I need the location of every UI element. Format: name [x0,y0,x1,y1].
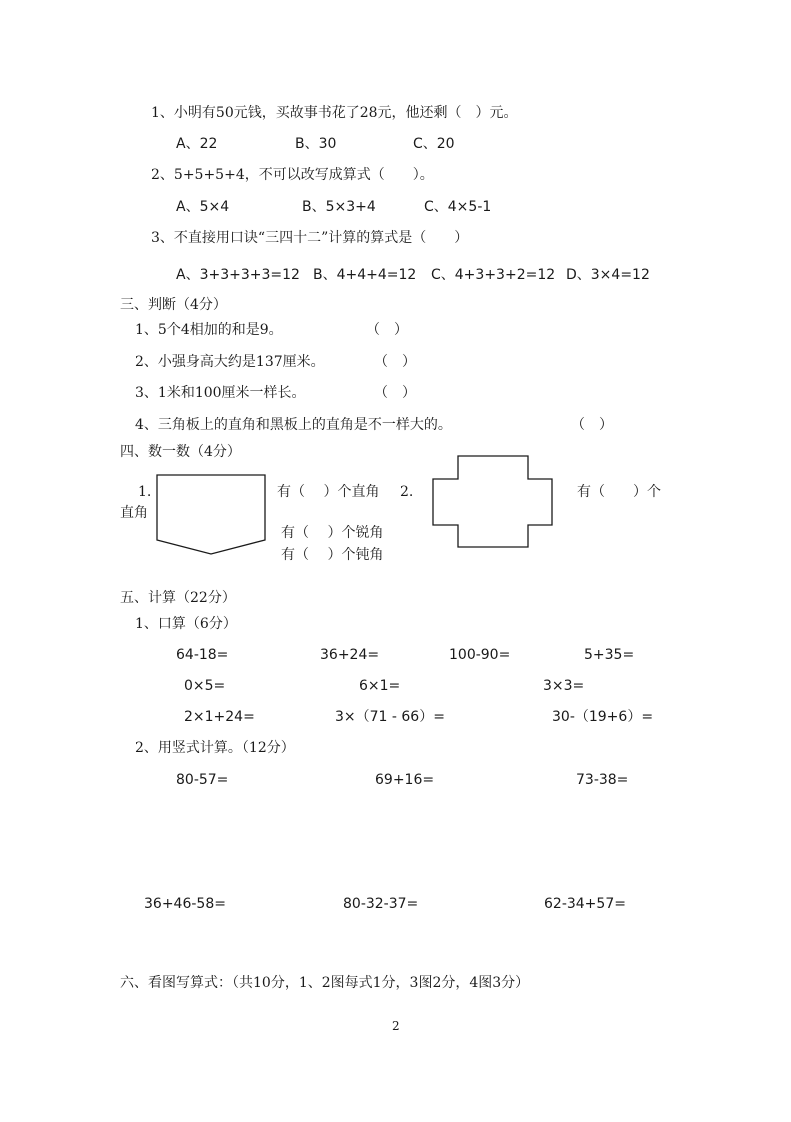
calc-section-title: 五、计算（22分） [120,590,236,606]
judge-item-3-blank: （ ） [374,385,416,401]
judge-item-3: 3、1米和100厘米一样长。 [135,385,306,401]
judge-item-2: 2、小强身高大约是137厘米。 [135,354,325,370]
oral-problem-5: 0×5= [184,678,226,694]
mc-q1-text: 1、小明有50元钱，买故事书花了28元，他还剩（ ）元。 [151,105,518,121]
figure-1-number: 1. [138,484,152,500]
figure-1-acute-angle-count: 有（ ）个锐角 [281,525,384,541]
vertical-problem-6: 62-34+57= [544,896,626,912]
oral-problem-4: 5+35= [584,647,635,663]
mc-q2-option-a: A、5×4 [176,199,230,215]
figure-2-right-angle-count: 有（ ）个 [577,484,661,500]
mc-q3-option-d: D、3×4=12 [566,267,650,283]
vertical-problem-5: 80-32-37= [343,896,419,912]
judge-item-1: 1、5个4相加的和是9。 [135,322,283,338]
oral-problem-7: 3×3= [543,678,585,694]
vertical-calc-title: 2、用竖式计算。（12分） [135,740,295,756]
mc-q1-option-b: B、30 [295,136,337,152]
oral-calc-title: 1、口算（6分） [135,616,237,632]
oral-problem-1: 64-18= [176,647,229,663]
judge-item-4-blank: （ ） [571,417,613,433]
vertical-problem-4: 36+46-58= [144,896,226,912]
figure-1-right-angle-count: 有（ ）个直角 [277,484,380,500]
picture-section-title: 六、看图写算式：（共10分，1、2图每式1分，3图2分，4图3分） [120,975,530,991]
mc-q3-option-b: B、4+4+4=12 [313,267,417,283]
mc-q1-option-c: C、20 [413,136,455,152]
mc-q3-text: 3、不直接用口诀“三四十二”计算的算式是（ ） [151,230,469,246]
oral-problem-10: 30-（19+6）= [552,709,654,725]
oral-problem-9: 3×（71 - 66）= [335,709,445,725]
vertical-problem-1: 80-57= [176,772,229,788]
figure-1-obtuse-angle-count: 有（ ）个钝角 [281,547,384,563]
oral-problem-3: 100-90= [449,647,511,663]
mc-q1-option-a: A、22 [176,136,218,152]
oral-problem-6: 6×1= [359,678,401,694]
oral-problem-2: 36+24= [320,647,380,663]
vertical-problem-3: 73-38= [576,772,629,788]
figure-2-cross-shape [432,455,554,549]
mc-q2-option-c: C、4×5-1 [424,199,492,215]
mc-q2-option-b: B、5×3+4 [302,199,376,215]
mc-q2-text: 2、5+5+5+4，不可以改写成算式（ ）。 [151,167,434,183]
vertical-problem-2: 69+16= [375,772,435,788]
figure-1-pentagon-shape [156,474,268,556]
oral-problem-8: 2×1+24= [184,709,255,725]
judge-item-4: 4、三角板上的直角和黑板上的直角是不一样大的。 [135,417,452,433]
page-number: 2 [392,1019,400,1033]
judge-item-2-blank: （ ） [374,354,416,370]
judge-item-1-blank: （ ） [366,322,408,338]
mc-q3-option-a: A、3+3+3+3=12 [176,267,300,283]
mc-q3-option-c: C、4+3+3+2=12 [431,267,556,283]
figure-1-right-angle-wrap: 直角 [120,505,148,521]
judge-section-title: 三、判断（4分） [120,297,227,313]
count-section-title: 四、数一数（4分） [120,444,241,460]
figure-2-number: 2. [400,484,414,500]
